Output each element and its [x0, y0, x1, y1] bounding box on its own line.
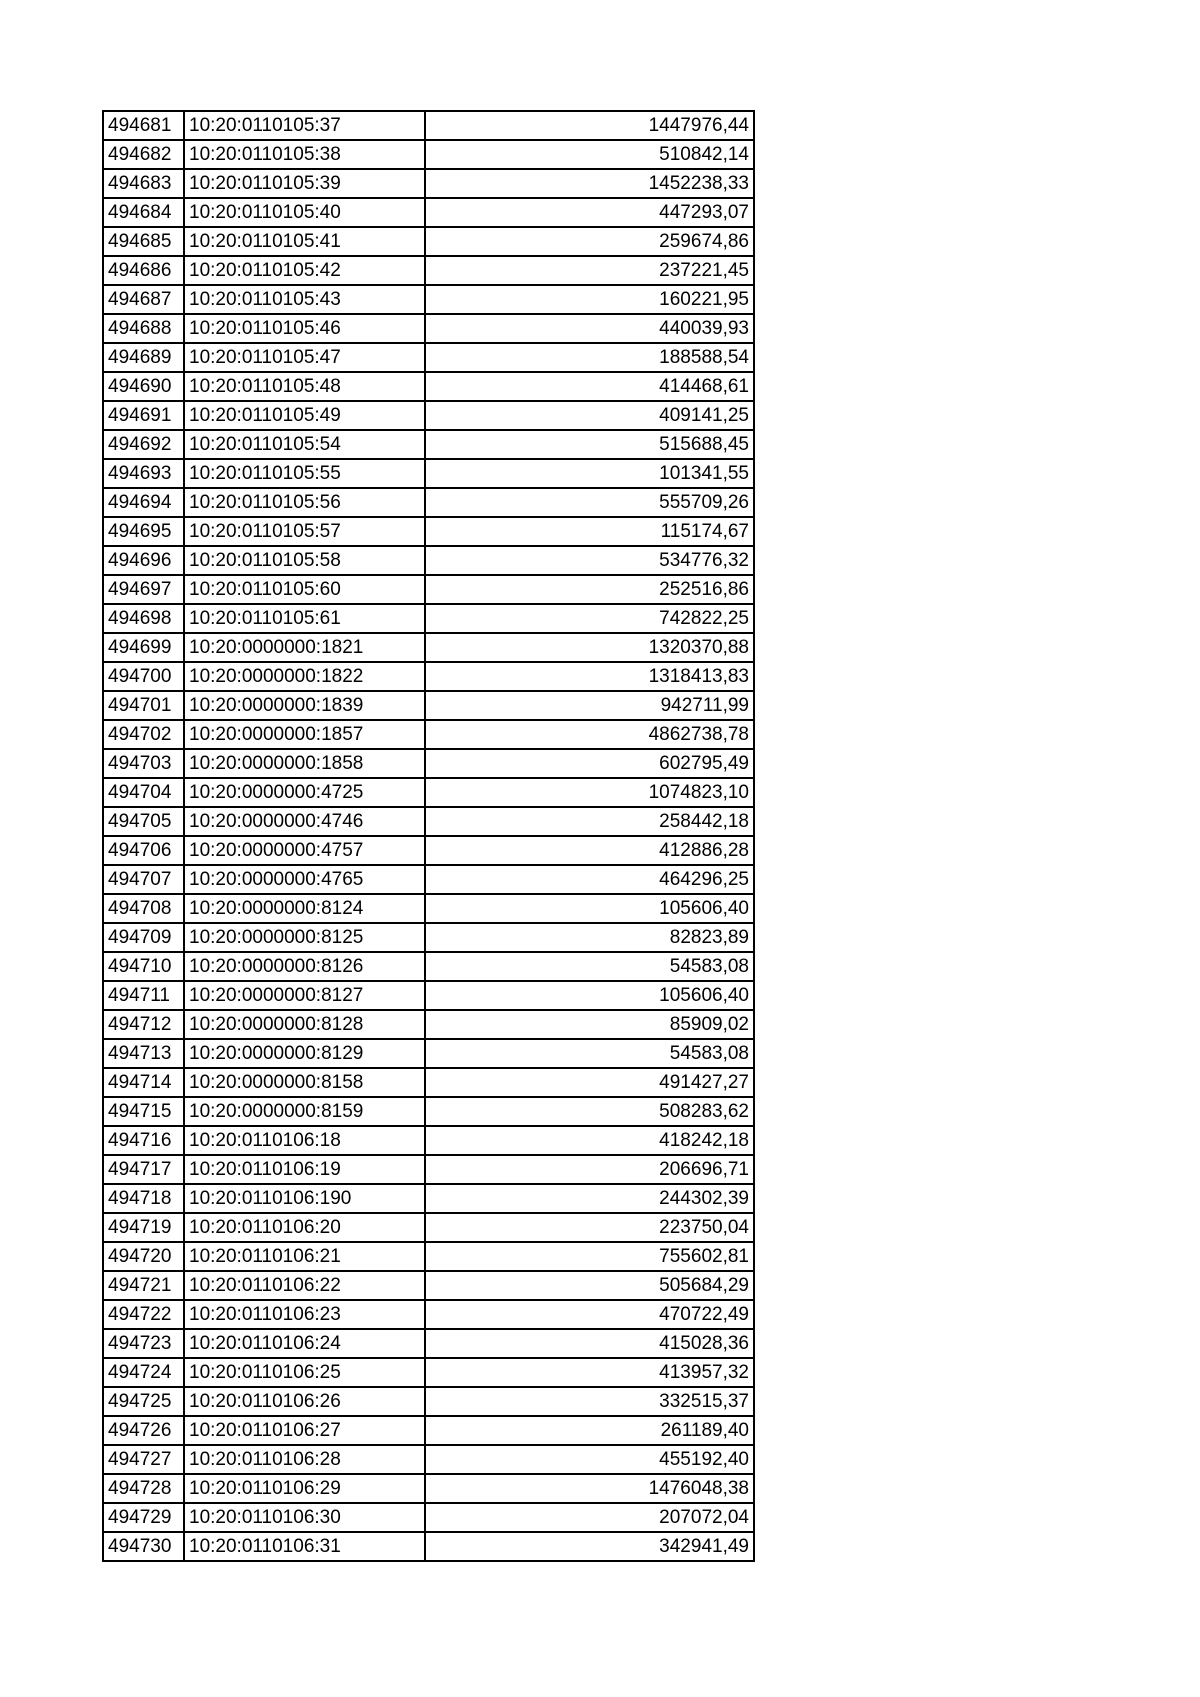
amount-cell: 105606,40 — [425, 894, 754, 923]
row-id-cell: 494695 — [103, 517, 184, 546]
amount-cell: 206696,71 — [425, 1155, 754, 1184]
table-row — [103, 575, 754, 604]
table-row — [103, 111, 754, 140]
amount-cell: 942711,99 — [425, 691, 754, 720]
row-id-cell: 494681 — [103, 111, 184, 140]
amount-cell: 602795,49 — [425, 749, 754, 778]
row-id-cell: 494728 — [103, 1474, 184, 1503]
table-row — [103, 1503, 754, 1532]
row-id-cell: 494729 — [103, 1503, 184, 1532]
amount-cell: 237221,45 — [425, 256, 754, 285]
table-row — [103, 923, 754, 952]
table-row — [103, 227, 754, 256]
amount-cell: 54583,08 — [425, 952, 754, 981]
table-row — [103, 314, 754, 343]
amount-cell: 755602,81 — [425, 1242, 754, 1271]
row-id-cell: 494694 — [103, 488, 184, 517]
cadastral-number-cell: 10:20:0110106:31 — [184, 1532, 425, 1561]
row-id-cell: 494698 — [103, 604, 184, 633]
table-row — [103, 1445, 754, 1474]
table-row — [103, 343, 754, 372]
table-row — [103, 865, 754, 894]
table-row — [103, 1213, 754, 1242]
data-table — [102, 110, 755, 1562]
cadastral-number-cell: 10:20:0110106:23 — [184, 1300, 425, 1329]
amount-cell: 418242,18 — [425, 1126, 754, 1155]
amount-cell: 515688,45 — [425, 430, 754, 459]
amount-cell: 207072,04 — [425, 1503, 754, 1532]
amount-cell: 188588,54 — [425, 343, 754, 372]
row-id-cell: 494721 — [103, 1271, 184, 1300]
table-row — [103, 198, 754, 227]
row-id-cell: 494717 — [103, 1155, 184, 1184]
row-id-cell: 494714 — [103, 1068, 184, 1097]
cadastral-number-cell: 10:20:0000000:1821 — [184, 633, 425, 662]
amount-cell: 244302,39 — [425, 1184, 754, 1213]
row-id-cell: 494692 — [103, 430, 184, 459]
table-row — [103, 749, 754, 778]
amount-cell: 223750,04 — [425, 1213, 754, 1242]
row-id-cell: 494726 — [103, 1416, 184, 1445]
cadastral-number-cell: 10:20:0110105:39 — [184, 169, 425, 198]
row-id-cell: 494718 — [103, 1184, 184, 1213]
table-row — [103, 1271, 754, 1300]
cadastral-number-cell: 10:20:0000000:1822 — [184, 662, 425, 691]
row-id-cell: 494711 — [103, 981, 184, 1010]
row-id-cell: 494715 — [103, 1097, 184, 1126]
cadastral-number-cell: 10:20:0110106:21 — [184, 1242, 425, 1271]
amount-cell: 101341,55 — [425, 459, 754, 488]
amount-cell: 412886,28 — [425, 836, 754, 865]
table-row — [103, 488, 754, 517]
table-row — [103, 459, 754, 488]
table-row — [103, 1242, 754, 1271]
amount-cell: 332515,37 — [425, 1387, 754, 1416]
row-id-cell: 494703 — [103, 749, 184, 778]
table-row — [103, 1532, 754, 1561]
row-id-cell: 494701 — [103, 691, 184, 720]
table-row — [103, 256, 754, 285]
table-row — [103, 894, 754, 923]
cadastral-number-cell: 10:20:0110106:26 — [184, 1387, 425, 1416]
amount-cell: 1074823,10 — [425, 778, 754, 807]
cadastral-number-cell: 10:20:0000000:8128 — [184, 1010, 425, 1039]
cadastral-number-cell: 10:20:0110105:54 — [184, 430, 425, 459]
row-id-cell: 494716 — [103, 1126, 184, 1155]
table-row — [103, 169, 754, 198]
row-id-cell: 494683 — [103, 169, 184, 198]
cadastral-number-cell: 10:20:0000000:4765 — [184, 865, 425, 894]
table-row — [103, 1039, 754, 1068]
cadastral-number-cell: 10:20:0110106:25 — [184, 1358, 425, 1387]
cadastral-number-cell: 10:20:0110105:46 — [184, 314, 425, 343]
table-row — [103, 517, 754, 546]
cadastral-number-cell: 10:20:0110105:48 — [184, 372, 425, 401]
table-row — [103, 401, 754, 430]
row-id-cell: 494693 — [103, 459, 184, 488]
amount-cell: 534776,32 — [425, 546, 754, 575]
table-row — [103, 807, 754, 836]
row-id-cell: 494697 — [103, 575, 184, 604]
amount-cell: 742822,25 — [425, 604, 754, 633]
cadastral-number-cell: 10:20:0000000:4746 — [184, 807, 425, 836]
amount-cell: 105606,40 — [425, 981, 754, 1010]
amount-cell: 440039,93 — [425, 314, 754, 343]
amount-cell: 115174,67 — [425, 517, 754, 546]
cadastral-number-cell: 10:20:0110106:28 — [184, 1445, 425, 1474]
row-id-cell: 494682 — [103, 140, 184, 169]
table-row — [103, 604, 754, 633]
cadastral-number-cell: 10:20:0000000:1857 — [184, 720, 425, 749]
row-id-cell: 494723 — [103, 1329, 184, 1358]
row-id-cell: 494719 — [103, 1213, 184, 1242]
table-row — [103, 691, 754, 720]
cadastral-number-cell: 10:20:0110105:58 — [184, 546, 425, 575]
table-row — [103, 285, 754, 314]
cadastral-number-cell: 10:20:0110106:24 — [184, 1329, 425, 1358]
row-id-cell: 494700 — [103, 662, 184, 691]
cadastral-number-cell: 10:20:0110105:43 — [184, 285, 425, 314]
amount-cell: 555709,26 — [425, 488, 754, 517]
cadastral-number-cell: 10:20:0000000:1858 — [184, 749, 425, 778]
cadastral-number-cell: 10:20:0000000:4757 — [184, 836, 425, 865]
cadastral-number-cell: 10:20:0000000:8129 — [184, 1039, 425, 1068]
amount-cell: 342941,49 — [425, 1532, 754, 1561]
cadastral-number-cell: 10:20:0110105:61 — [184, 604, 425, 633]
amount-cell: 414468,61 — [425, 372, 754, 401]
row-id-cell: 494706 — [103, 836, 184, 865]
table-row — [103, 1097, 754, 1126]
amount-cell: 470722,49 — [425, 1300, 754, 1329]
cadastral-number-cell: 10:20:0110106:18 — [184, 1126, 425, 1155]
cadastral-number-cell: 10:20:0000000:8125 — [184, 923, 425, 952]
table-row — [103, 1155, 754, 1184]
amount-cell: 1318413,83 — [425, 662, 754, 691]
table-row — [103, 952, 754, 981]
amount-cell: 510842,14 — [425, 140, 754, 169]
cadastral-number-cell: 10:20:0000000:8124 — [184, 894, 425, 923]
amount-cell: 160221,95 — [425, 285, 754, 314]
row-id-cell: 494686 — [103, 256, 184, 285]
row-id-cell: 494705 — [103, 807, 184, 836]
table-row — [103, 633, 754, 662]
cadastral-number-cell: 10:20:0000000:8158 — [184, 1068, 425, 1097]
cadastral-number-cell: 10:20:0110105:47 — [184, 343, 425, 372]
amount-cell: 508283,62 — [425, 1097, 754, 1126]
amount-cell: 1320370,88 — [425, 633, 754, 662]
row-id-cell: 494689 — [103, 343, 184, 372]
amount-cell: 464296,25 — [425, 865, 754, 894]
table-row — [103, 1126, 754, 1155]
table-row — [103, 836, 754, 865]
table-row — [103, 720, 754, 749]
row-id-cell: 494724 — [103, 1358, 184, 1387]
amount-cell: 85909,02 — [425, 1010, 754, 1039]
row-id-cell: 494687 — [103, 285, 184, 314]
cadastral-number-cell: 10:20:0110106:30 — [184, 1503, 425, 1532]
amount-cell: 491427,27 — [425, 1068, 754, 1097]
cadastral-number-cell: 10:20:0000000:8159 — [184, 1097, 425, 1126]
table-row — [103, 372, 754, 401]
cadastral-number-cell: 10:20:0110106:29 — [184, 1474, 425, 1503]
table-row — [103, 662, 754, 691]
amount-cell: 1447976,44 — [425, 111, 754, 140]
table-row — [103, 1300, 754, 1329]
amount-cell: 82823,89 — [425, 923, 754, 952]
table-row — [103, 778, 754, 807]
table-row — [103, 1010, 754, 1039]
cadastral-number-cell: 10:20:0110105:49 — [184, 401, 425, 430]
row-id-cell: 494707 — [103, 865, 184, 894]
row-id-cell: 494708 — [103, 894, 184, 923]
table-row — [103, 1474, 754, 1503]
cadastral-number-cell: 10:20:0000000:4725 — [184, 778, 425, 807]
cadastral-number-cell: 10:20:0110106:22 — [184, 1271, 425, 1300]
amount-cell: 1452238,33 — [425, 169, 754, 198]
cadastral-number-cell: 10:20:0110105:55 — [184, 459, 425, 488]
amount-cell: 1476048,38 — [425, 1474, 754, 1503]
table-row — [103, 1358, 754, 1387]
table-body — [103, 111, 754, 1561]
cadastral-number-cell: 10:20:0110106:20 — [184, 1213, 425, 1242]
table-row — [103, 1184, 754, 1213]
cadastral-number-cell: 10:20:0110105:42 — [184, 256, 425, 285]
amount-cell: 259674,86 — [425, 227, 754, 256]
cadastral-number-cell: 10:20:0000000:8127 — [184, 981, 425, 1010]
cadastral-number-cell: 10:20:0110105:60 — [184, 575, 425, 604]
cadastral-number-cell: 10:20:0110105:40 — [184, 198, 425, 227]
row-id-cell: 494722 — [103, 1300, 184, 1329]
cadastral-number-cell: 10:20:0110105:57 — [184, 517, 425, 546]
cadastral-number-cell: 10:20:0110106:19 — [184, 1155, 425, 1184]
row-id-cell: 494704 — [103, 778, 184, 807]
row-id-cell: 494720 — [103, 1242, 184, 1271]
amount-cell: 258442,18 — [425, 807, 754, 836]
cadastral-number-cell: 10:20:0110105:56 — [184, 488, 425, 517]
row-id-cell: 494702 — [103, 720, 184, 749]
row-id-cell: 494710 — [103, 952, 184, 981]
cadastral-number-cell: 10:20:0110105:41 — [184, 227, 425, 256]
amount-cell: 4862738,78 — [425, 720, 754, 749]
row-id-cell: 494713 — [103, 1039, 184, 1068]
amount-cell: 413957,32 — [425, 1358, 754, 1387]
row-id-cell: 494727 — [103, 1445, 184, 1474]
amount-cell: 54583,08 — [425, 1039, 754, 1068]
cadastral-number-cell: 10:20:0000000:1839 — [184, 691, 425, 720]
row-id-cell: 494685 — [103, 227, 184, 256]
cadastral-number-cell: 10:20:0000000:8126 — [184, 952, 425, 981]
row-id-cell: 494730 — [103, 1532, 184, 1561]
amount-cell: 409141,25 — [425, 401, 754, 430]
cadastral-number-cell: 10:20:0110106:27 — [184, 1416, 425, 1445]
row-id-cell: 494725 — [103, 1387, 184, 1416]
cadastral-number-cell: 10:20:0110105:38 — [184, 140, 425, 169]
table-row — [103, 1416, 754, 1445]
table-row — [103, 140, 754, 169]
table-row — [103, 981, 754, 1010]
row-id-cell: 494709 — [103, 923, 184, 952]
row-id-cell: 494688 — [103, 314, 184, 343]
row-id-cell: 494684 — [103, 198, 184, 227]
amount-cell: 261189,40 — [425, 1416, 754, 1445]
amount-cell: 505684,29 — [425, 1271, 754, 1300]
amount-cell: 252516,86 — [425, 575, 754, 604]
amount-cell: 455192,40 — [425, 1445, 754, 1474]
row-id-cell: 494690 — [103, 372, 184, 401]
row-id-cell: 494696 — [103, 546, 184, 575]
cadastral-number-cell: 10:20:0110105:37 — [184, 111, 425, 140]
row-id-cell: 494691 — [103, 401, 184, 430]
table-row — [103, 1329, 754, 1358]
row-id-cell: 494712 — [103, 1010, 184, 1039]
cadastral-number-cell: 10:20:0110106:190 — [184, 1184, 425, 1213]
amount-cell: 447293,07 — [425, 198, 754, 227]
table-row — [103, 430, 754, 459]
table-row — [103, 546, 754, 575]
amount-cell: 415028,36 — [425, 1329, 754, 1358]
table-row — [103, 1068, 754, 1097]
row-id-cell: 494699 — [103, 633, 184, 662]
table-row — [103, 1387, 754, 1416]
